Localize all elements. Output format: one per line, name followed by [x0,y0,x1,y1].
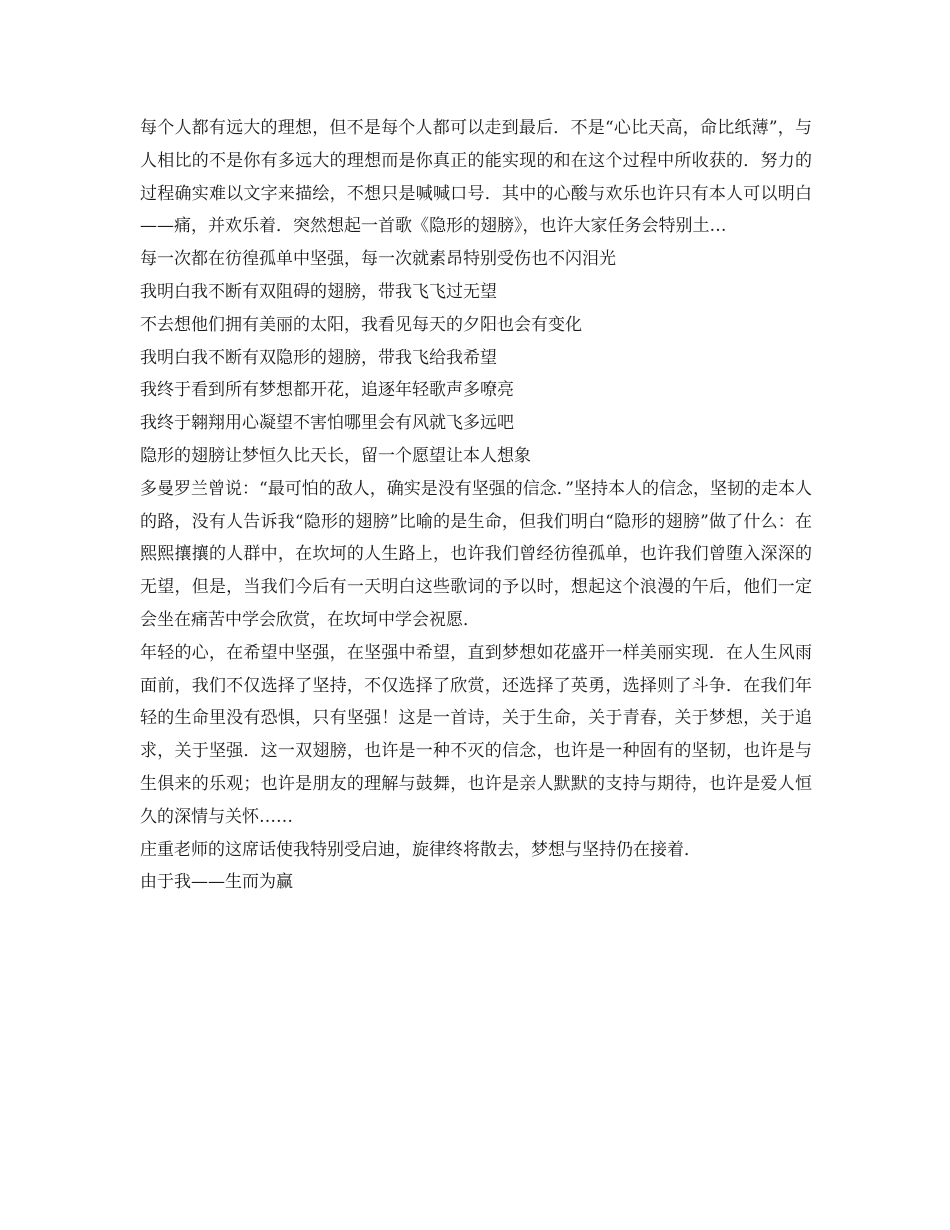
document-page [140,112,812,899]
paragraph-quote: 多曼罗兰曾说：“最可怕的敌人，确实是没有坚强的信念．”坚持本人的信念，坚韧的走本人的路，没有人告诉我“隐形的翅膀”比喻的是生命，但我们明白“隐形的翅膀”做了什么：在熙熙攘攘的人群中，在坎坷的人生路上，也许我们曾经彷徨孤单，也许我们曾堕入深深的无望，但是，当我们今后有一天明白这些歌词的予以时，想起这个浪漫的午后，他们一定会坐在痛苦中学会欣赏，在坎坷中学会祝愿． [140,478,812,630]
paragraph-intro: 每个人都有远大的理想，但不是每个人都可以走到最后．不是“心比天高，命比纸薄”，与人相比的不是你有多远大的理想而是你真正的能实现的和在这个过程中所收获的．努力的过程确实难以文字来描绘，不想只是喊喊口号．其中的心酸与欢乐也许只有本人可以明白——痛，并欢乐着．突然想起一首歌《隐形的翅膀》，也许大家任务会特别土… [140,118,812,237]
paragraph-teacher: 庄重老师的这席话使我特别受启迪，旋律终将散去，梦想与坚持仍在接着． [140,839,701,860]
lyric-line-7: 隐形的翅膀让梦恒久比天长，留一个愿望让本人想象 [140,445,531,466]
paragraph-reflection: 年轻的心，在希望中坚强，在坚强中希望，直到梦想如花盛开一样美丽实现．在人生风雨面前，我们不仅选择了坚持，不仅选择了欣赏，还选择了英勇，选择则了斗争．在我们年轻的生命里没有恐惧，只有坚强！这是一首诗，关于生命，关于青春，关于梦想，关于追求，关于坚强．这一双翅膀，也许是一种不灭的信念，也许是一种固有的坚韧，也许是与生俱来的乐观；也许是朋友的理解与鼓舞，也许是亲人默默的支持与期待，也许是爱人恒久的深情与关怀…… [140,642,812,827]
lyric-line-2: 我明白我不断有双阻碍的翅膀，带我飞飞过无望 [140,281,497,302]
lyric-line-3: 不去想他们拥有美丽的太阳，我看见每天的夕阳也会有变化 [140,314,582,335]
paragraph-closing: 由于我——生而为赢 [140,872,293,893]
lyric-line-1: 每一次都在彷徨孤单中坚强，每一次就素昂特别受伤也不闪泪光 [140,249,616,270]
lyric-line-6: 我终于翱翔用心凝望不害怕哪里会有风就飞多远吧 [140,413,514,434]
lyric-line-4: 我明白我不断有双隐形的翅膀，带我飞给我希望 [140,347,497,368]
lyric-line-5: 我终于看到所有梦想都开花，追逐年轻歌声多嘹亮 [140,380,514,401]
